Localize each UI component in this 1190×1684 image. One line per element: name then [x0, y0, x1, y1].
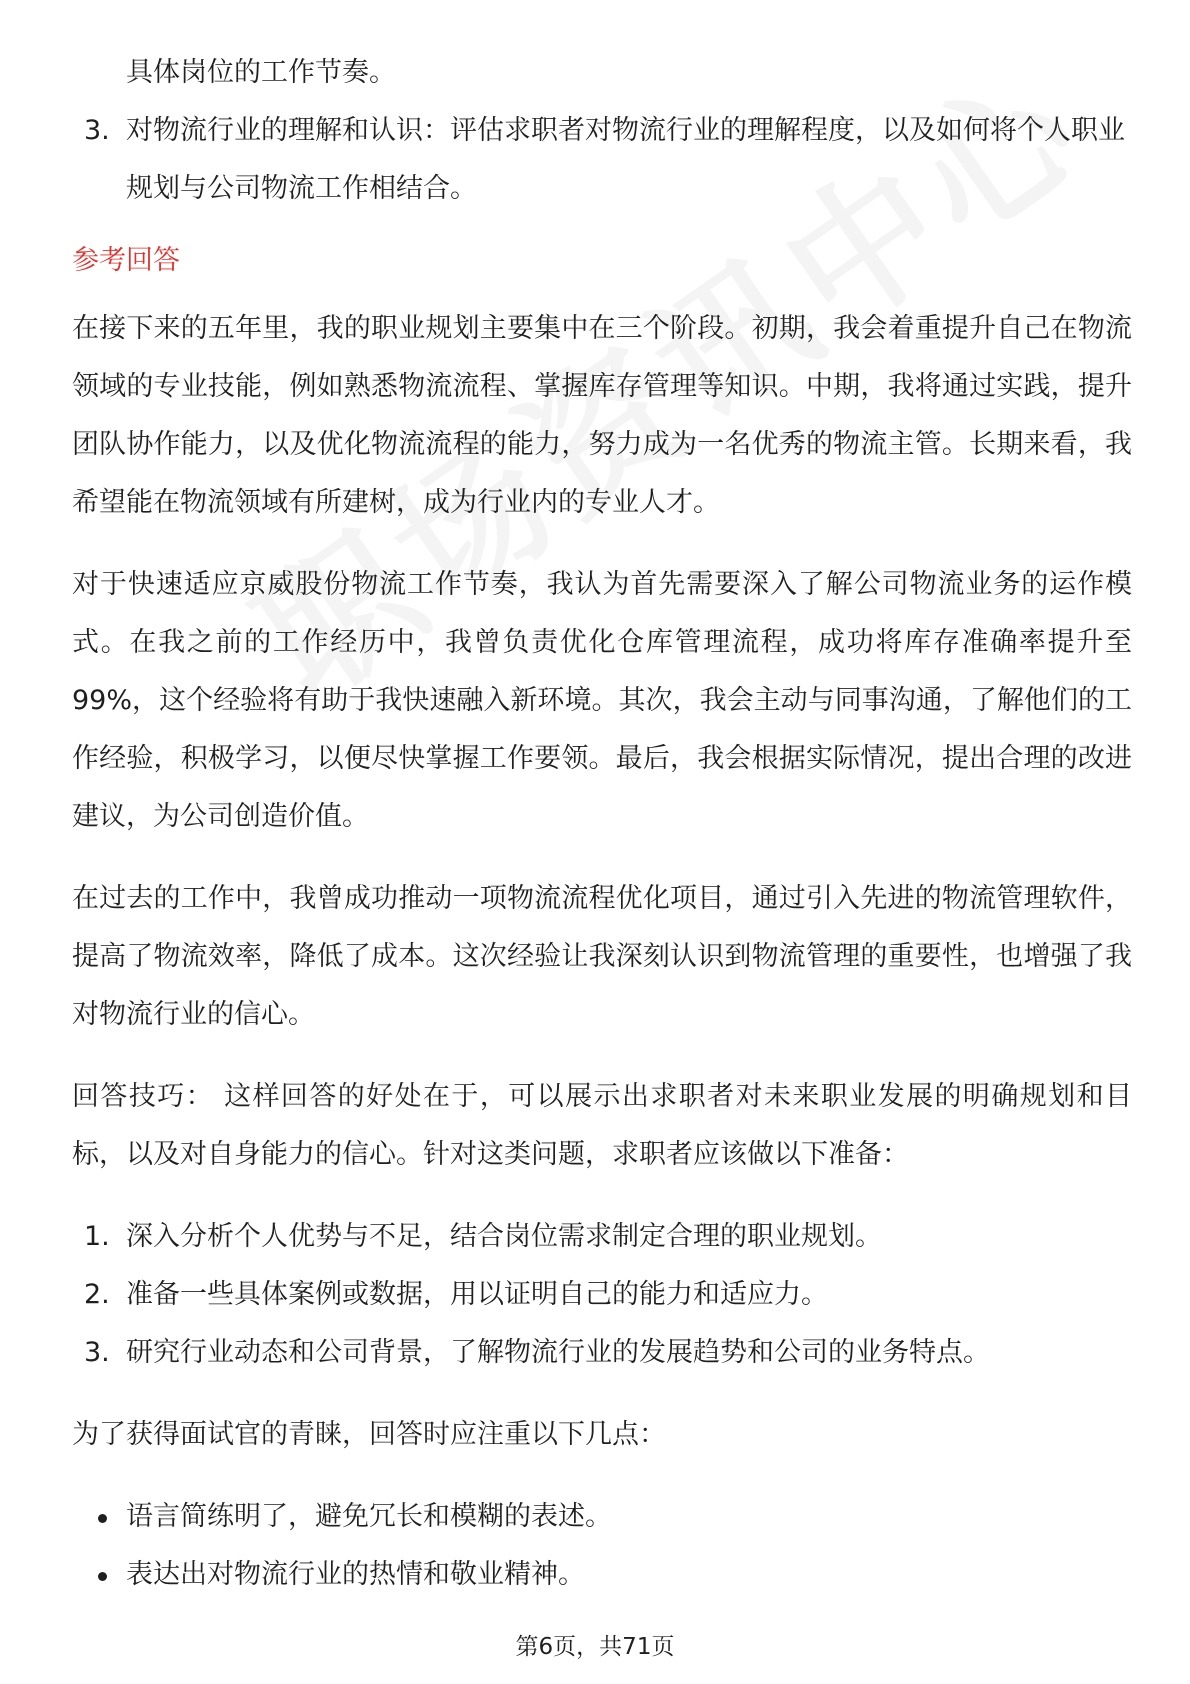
answer-paragraph-2: 对于快速适应京威股份物流工作节奏，我认为首先需要深入了解公司物流业务的运作模式。在我之前的工作经历中，我曾负责优化仓库管理流程，成功将库存准确率提升至99%，这个经验将有助于我快速融入新环境。其次，我会主动与同事沟通，了解他们的工作经验，积极学习，以便尽快掌握工作要领。最后，我会根据实际情况，提出合理的改进建议，为公司创造价值。	[72, 569, 1132, 832]
tips-paragraph: 回答技巧： 这样回答的好处在于，可以展示出求职者对未来职业发展的明确规划和目标，以及对自身能力的信心。针对这类问题，求职者应该做以下准备：	[72, 1081, 1132, 1170]
item-number: 3.	[84, 115, 110, 146]
item-number: 1.	[84, 1221, 110, 1252]
bullet-item	[72, 1546, 1132, 1604]
list-item	[72, 1266, 1132, 1324]
page-content	[72, 44, 1132, 1604]
closing-intro: 为了获得面试官的青睐，回答时应注重以下几点：	[72, 1419, 666, 1450]
bullet-list	[72, 1488, 1132, 1604]
bullet-item	[72, 1488, 1132, 1546]
numbered-item-3	[72, 102, 1132, 218]
answer-paragraph-3: 在过去的工作中，我曾成功推动一项物流流程优化项目，通过引入先进的物流管理软件，提高了物流效率，降低了成本。这次经验让我深刻认识到物流管理的重要性，也增强了我对物流行业的信心。	[72, 883, 1132, 1030]
bullet-text: 表达出对物流行业的热情和敬业精神。	[126, 1559, 585, 1590]
preparation-list	[72, 1208, 1132, 1382]
bullet-dot	[98, 1514, 107, 1523]
item-text: 对物流行业的理解和认识：评估求职者对物流行业的理解程度，以及如何将个人职业规划与公司物流工作相结合。	[126, 115, 1125, 204]
list-item	[72, 1324, 1132, 1382]
section-heading: 参考回答	[72, 245, 180, 276]
item-number: 3.	[84, 1337, 110, 1368]
bullet-text: 语言简练明了，避免冗长和模糊的表述。	[126, 1501, 612, 1532]
page-footer: 第6页，共71页	[515, 1634, 675, 1660]
previous-item-continuation: 具体岗位的工作节奏。	[126, 57, 396, 88]
bullet-dot	[98, 1572, 107, 1581]
answer-paragraph-1: 在接下来的五年里，我的职业规划主要集中在三个阶段。初期，我会着重提升自己在物流领域的专业技能，例如熟悉物流流程、掌握库存管理等知识。中期，我将通过实践，提升团队协作能力，以及优化物流流程的能力，努力成为一名优秀的物流主管。长期来看，我希望能在物流领域有所建树，成为行业内的专业人才。	[72, 313, 1132, 518]
list-item	[72, 1208, 1132, 1266]
item-text: 准备一些具体案例或数据，用以证明自己的能力和适应力。	[126, 1279, 828, 1310]
item-text: 深入分析个人优势与不足，结合岗位需求制定合理的职业规划。	[126, 1221, 882, 1252]
item-number: 2.	[84, 1279, 110, 1310]
item-text: 研究行业动态和公司背景，了解物流行业的发展趋势和公司的业务特点。	[126, 1337, 990, 1368]
